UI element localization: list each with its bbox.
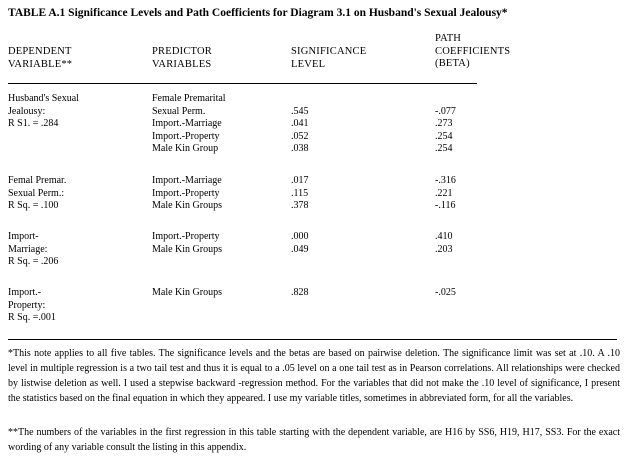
- significance-value: .000: [291, 231, 309, 242]
- dependent-cell-2: [8, 175, 66, 213]
- beta-cell-1: [435, 93, 456, 156]
- significance-cell-1: [291, 93, 309, 156]
- header-significance-line-2: LEVEL: [291, 58, 326, 70]
- significance-value: .017: [291, 175, 309, 186]
- footnote-variables-text: **The numbers of the variables in the first regression in this table starting with the dependent variable, are H16 by SS6, H19, H17, SS3. For the exact wording of any variable consult the listing in this appendix.: [8, 427, 620, 453]
- significance-value: .038: [291, 143, 309, 154]
- header-path-coefficients: [435, 33, 510, 71]
- beta-value: .203: [435, 243, 453, 255]
- significance-value: .041: [291, 118, 309, 129]
- header-predictor-line-1: PREDICTOR: [152, 46, 212, 57]
- footnote-general-text: *This note applies to all five tables. The significance levels and the betas are based on pairwise deletion. The significance limit was set at .10. A .10 level in multiple regression is a two tail test and thus it is equal to a .05 level on a one tail test as in Pearson correlations. All relationships were checked by listwise deletion as well. I used a stepwise backward -regression method. For the variables that did not make the .10 level of significance, I present the statistics based on the final equation in which they appeared. I use my variable titles, sometimes in abbreviated form, for all the variables.: [8, 348, 620, 404]
- beta-value: .410: [435, 231, 453, 242]
- dependent-cell-1: [8, 93, 79, 131]
- dependent-line: R Sq. = .100: [8, 200, 59, 211]
- predictor-line: Male Kin Groups: [152, 243, 222, 255]
- beta-value: -.116: [435, 200, 456, 211]
- footnote-variables: [8, 425, 620, 455]
- dependent-line: Marriage:: [8, 243, 48, 255]
- header-predictor: [152, 46, 212, 71]
- predictor-line: Male Kin Groups: [152, 200, 222, 211]
- predictor-cell-4: [152, 287, 222, 300]
- predictor-line: Import.-Marriage: [152, 118, 222, 129]
- predictor-line: Import.-Marriage: [152, 175, 222, 186]
- significance-value: .049: [291, 243, 309, 255]
- header-rule: [8, 83, 477, 84]
- beta-cell-2: [435, 175, 456, 213]
- header-dependent-line-2: VARIABLE**: [8, 58, 73, 70]
- significance-cell-3: [291, 231, 309, 256]
- footnote-general: [8, 346, 620, 406]
- header-path-line-3: (BETA): [435, 58, 470, 69]
- table-title: TABLE A.1 Significance Levels and Path Coefficients for Diagram 3.1 on Husband's Sexual Jealousy*: [8, 7, 508, 19]
- header-path-line-2: COEFFICIENTS: [435, 45, 511, 57]
- dependent-line: Femal Premar.: [8, 175, 67, 186]
- header-significance: [291, 46, 366, 71]
- beta-value: .221: [435, 187, 453, 199]
- beta-value: -.316: [435, 175, 456, 186]
- significance-cell-4: [291, 287, 309, 300]
- dependent-line: Import-: [8, 231, 39, 242]
- predictor-line: Import.-Property: [152, 130, 220, 142]
- footnote-rule: [8, 339, 617, 340]
- beta-value: -.077: [435, 105, 456, 117]
- dependent-cell-4: [8, 287, 56, 325]
- predictor-line: Sexual Perm.: [152, 105, 206, 117]
- significance-cell-2: [291, 175, 309, 213]
- predictor-line: Import.-Property: [152, 187, 220, 199]
- dependent-line: Import.-: [8, 287, 42, 298]
- significance-value: .052: [291, 130, 309, 142]
- beta-value: [435, 93, 456, 106]
- header-dependent-line-1: DEPENDENT: [8, 46, 72, 57]
- significance-value: .545: [291, 105, 309, 117]
- predictor-cell-2: [152, 175, 222, 213]
- beta-cell-4: [435, 287, 456, 300]
- header-predictor-line-2: VARIABLES: [152, 58, 212, 70]
- beta-value: -.025: [435, 287, 456, 298]
- predictor-line: Male Kin Groups: [152, 287, 222, 298]
- significance-value: .115: [291, 187, 309, 199]
- dependent-cell-3: [8, 231, 58, 269]
- beta-cell-3: [435, 231, 453, 256]
- predictor-cell-1: [152, 93, 226, 156]
- dependent-line: Property:: [8, 299, 46, 311]
- dependent-line: R Sq. = .206: [8, 256, 59, 267]
- header-significance-line-1: SIGNIFICANCE: [291, 46, 367, 57]
- predictor-line: Female Premarital: [152, 93, 226, 104]
- dependent-line: Jealousy:: [8, 105, 46, 117]
- dependent-line: Husband's Sexual: [8, 93, 79, 104]
- predictor-line: Male Kin Group: [152, 143, 219, 154]
- beta-value: .254: [435, 130, 453, 142]
- dependent-line: Sexual Perm.:: [8, 187, 65, 199]
- significance-value: [291, 93, 309, 106]
- significance-value: .378: [291, 200, 309, 211]
- header-path-line-1: PATH: [435, 33, 462, 44]
- dependent-line: R Sq. =.001: [8, 312, 56, 323]
- significance-value: .828: [291, 287, 309, 298]
- header-dependent: [8, 46, 72, 71]
- beta-value: .273: [435, 118, 453, 129]
- predictor-cell-3: [152, 231, 222, 256]
- dependent-line: R S1. = .284: [8, 118, 59, 129]
- beta-value: .254: [435, 143, 453, 154]
- predictor-line: Import.-Property: [152, 231, 220, 242]
